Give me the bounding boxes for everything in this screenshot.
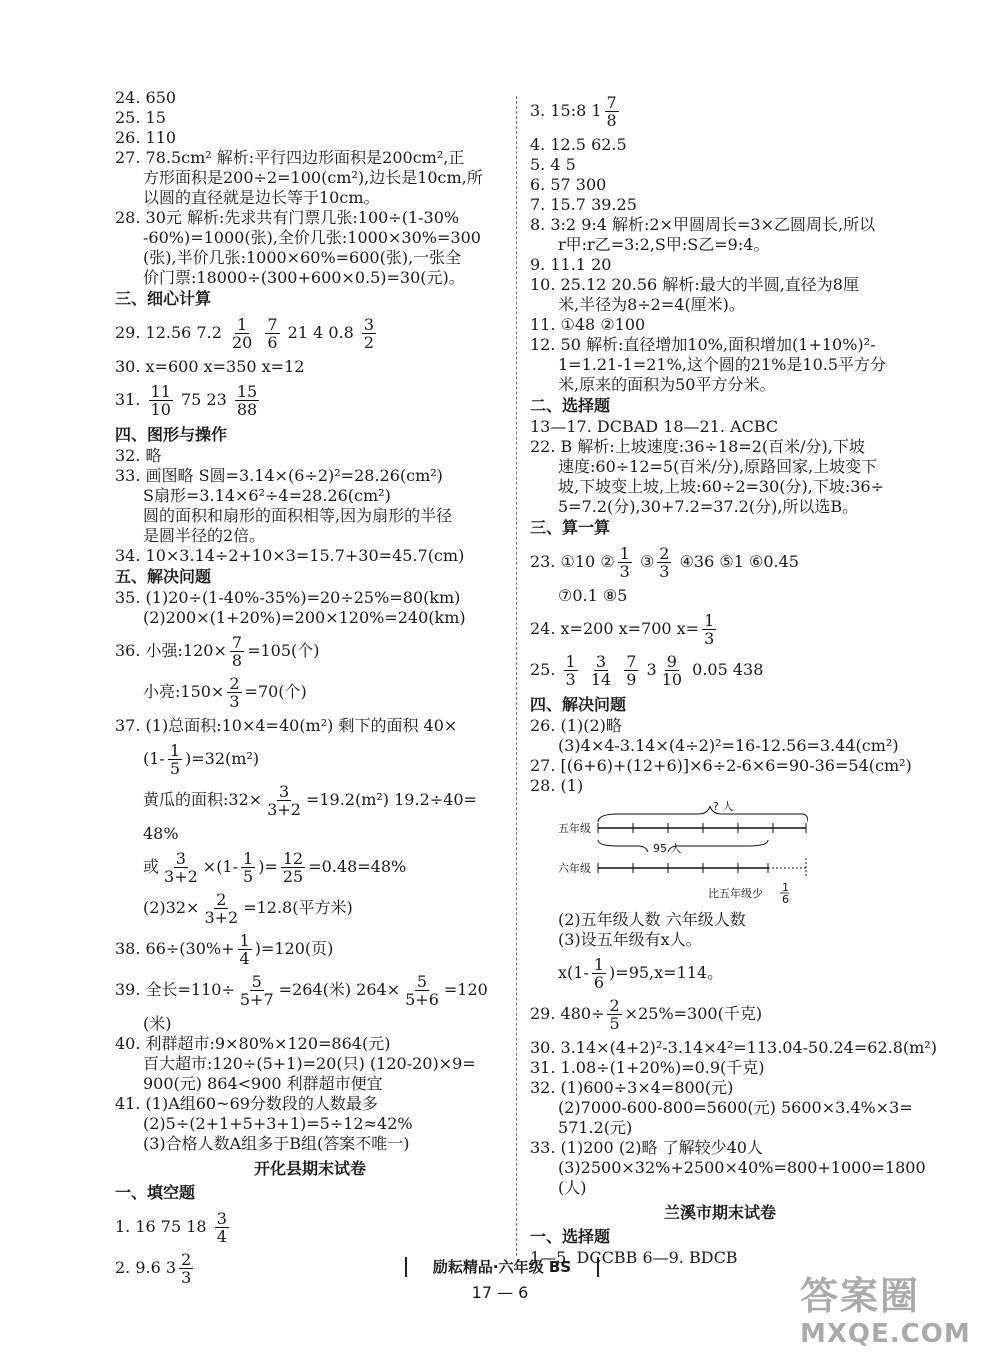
row2-label: 六年级	[558, 862, 591, 875]
answer-line: 31. 1.08÷(1+20%)=0.9(千克)	[530, 1058, 765, 1077]
answer-line: 26. (1)(2)略	[530, 716, 622, 735]
fraction: $\frac{2}{5}$	[609, 996, 620, 1033]
section-heading: 三、算一算	[530, 518, 611, 537]
fraction: $\frac{2}{3+2}$	[204, 890, 239, 927]
answer-line: 2. 9.6 3 $\frac{2}{3}$	[115, 1250, 192, 1287]
answer-line: (2)32× $\frac{2}{3+2}$ =12.8(平方米)	[143, 890, 353, 927]
answer-line: 4. 12.5 62.5	[530, 135, 627, 154]
answer-line: (人)	[558, 1178, 587, 1197]
answer-line: 圆的面积和扇形的面积相等,因为扇形的半径	[143, 506, 453, 525]
fraction: $\frac{3}{14}$	[590, 652, 612, 689]
fraction: $\frac{3}{3+2}$	[164, 849, 198, 886]
answer-line: 9. 11.1 20	[530, 255, 612, 274]
answer-line: 28. 30元 解析:先求共有门票几张:100÷(1-30%	[115, 208, 460, 227]
fraction: $\frac{1}{4}$	[239, 931, 250, 968]
fraction: $\frac{1}{5}$	[169, 741, 181, 778]
column-divider	[516, 96, 517, 1256]
answer-line: 22. B 解析:上坡速度:36÷18=2(百米/分),下坡	[530, 437, 865, 456]
answer-line: 32. (1)600÷3×4=800(元)	[530, 1078, 734, 1097]
section-heading: 三、细心计算	[115, 289, 212, 308]
section-heading: 四、图形与操作	[115, 425, 228, 444]
answer-line: 1. 16 75 18 $\frac{3}{4}$	[115, 1209, 227, 1246]
row1-label: 五年级	[558, 822, 591, 835]
fraction: $\frac{2}{3}$	[181, 1250, 192, 1287]
fraction: $\frac{1}{3}$	[704, 611, 715, 648]
section-heading: 一、选择题	[530, 1227, 611, 1246]
answer-line: 8. 3:2 9:4 解析:2×甲圆周长=3×乙圆周长,所以	[530, 215, 876, 234]
fraction: $\frac{11}{10}$	[150, 382, 171, 419]
fraction: $\frac{15}{88}$	[236, 382, 258, 419]
answer-line: 23. ①10 ② $\frac{1}{3}$ ③ $\frac{2}{3}$ ④36 ⑤1 ⑥0.45	[530, 544, 799, 581]
fraction: $\frac{5}{5+6}$	[405, 972, 439, 1009]
answer-line: 米,半径为8÷2=4(厘米)。	[558, 295, 745, 314]
bottom-frac-num: 1	[782, 881, 789, 894]
fraction: $\frac{2}{3}$	[229, 674, 240, 711]
watermark-line2: MXQE.COM	[800, 1319, 971, 1349]
fraction: $\frac{9}{10}$	[661, 652, 683, 689]
fraction: $\frac{2}{3}$	[659, 544, 670, 581]
answer-line: 36. 小强:120× $\frac{7}{8}$ =105(个)	[115, 633, 320, 670]
fraction: $\frac{1}{3}$	[565, 652, 576, 689]
fraction: $\frac{1}{5}$	[243, 849, 254, 886]
exam-title: 开化县期末试卷	[253, 1159, 366, 1178]
answer-line: (3)设五年级有x人。	[558, 930, 702, 949]
section-heading: 五、解决问题	[115, 567, 212, 586]
answer-line: 40. 利群超市:9×80%×120=864(元)	[115, 1034, 391, 1053]
answer-line: 或 $\frac{3}{3+2}$ ×(1- $\frac{1}{5}$ )= $\frac{12}{25}$ =0.48=48%	[143, 849, 407, 886]
fraction: $\frac{12}{25}$	[282, 849, 304, 886]
answer-line: (2)五年级人数 六年级人数	[558, 910, 746, 929]
answer-line: 12. 50 解析:直径增加10%,面积增加(1+10%)²-	[530, 335, 876, 354]
answer-line: 3. 15:8 1 $\frac{7}{8}$	[530, 93, 617, 130]
answer-line: 5. 4 5	[530, 155, 576, 174]
fraction: $\frac{3}{3+2}$	[267, 782, 301, 819]
fraction: $\frac{5}{5+7}$	[239, 972, 274, 1009]
fraction: $\frac{7}{9}$	[626, 652, 637, 689]
answer-line: 黄瓜的面积:32× $\frac{3}{3+2}$ =19.2(m²) 19.2÷40=	[143, 782, 477, 819]
answer-line: (张),半价几张:1000×60%=600(张),一张全	[143, 248, 462, 267]
answer-line: (米)	[143, 1014, 172, 1033]
answer-line: 10. 25.12 20.56 解析:最大的半圆,直径为8厘	[530, 275, 859, 294]
fraction: $\frac{7}{6}$	[267, 315, 278, 352]
fraction: $\frac{1}{3}$	[619, 544, 630, 581]
answer-line: (3)2500×32%+2500×40%=800+1000=1800	[558, 1158, 926, 1177]
right-column	[530, 88, 937, 1268]
fraction: $\frac{1}{20}$	[231, 315, 253, 352]
line-segment-diagram	[558, 798, 910, 910]
answer-line: 31. $\frac{11}{10}$ 75 23 $\frac{15}{88}$	[115, 382, 258, 419]
answer-line: 25. $\frac{1}{3}$ $\frac{3}{14}$ $\frac{7}{9}$ 3 $\frac{9}{10}$ 0.05 438	[530, 652, 764, 689]
answer-line: x(1- $\frac{1}{6}$ )=95,x=114。	[558, 955, 724, 992]
answer-line: 是圆半径的2倍。	[143, 526, 266, 545]
answer-line: 32. 略	[115, 446, 162, 465]
answer-line: 坡,下坡变上坡,上坡:60÷2=30(分),下坡:36÷	[558, 477, 885, 496]
answer-line: 11. ①48 ②100	[530, 315, 646, 334]
answer-line: 37. (1)总面积:10×4=40(m²) 剩下的面积 40×	[115, 716, 458, 735]
mid-label: 95 人	[653, 842, 682, 855]
mid-brace-left	[598, 840, 648, 852]
exam-title: 兰溪市期末试卷	[663, 1203, 776, 1222]
top-label: ? 人	[713, 800, 734, 813]
top-brace	[598, 806, 808, 822]
answer-line: (2)5÷(2+1+5+3+1)=5÷12≈42%	[143, 1114, 413, 1133]
answer-line: ⑦0.1 ⑧5	[558, 586, 628, 605]
answer-line: 24. 650	[115, 88, 177, 107]
answer-line: 38. 66÷(30%+ $\frac{1}{4}$ )=120(页)	[115, 931, 334, 968]
answer-line: 29. 480÷ $\frac{2}{5}$ ×25%=300(千克)	[530, 996, 763, 1033]
fraction: $\frac{3}{4}$	[216, 1209, 227, 1246]
answer-line: 39. 全长=110÷ $\frac{5}{5+7}$ =264(米) 264× $\frac{5}{5+6}$ =120	[115, 972, 488, 1009]
fraction: $\frac{3}{2}$	[363, 315, 375, 352]
answer-line: (1- $\frac{1}{5}$ )=32(m²)	[143, 741, 260, 778]
answer-line: 28. (1)	[530, 776, 584, 795]
answer-line: -60%)=1000(张),全价几张:1000×30%=300	[143, 228, 481, 247]
answer-line: 5=7.2(分),30+7.2=37.2(分),所以选B。	[558, 497, 859, 516]
answer-line: 33. 画图略 S圆=3.14×(6÷2)²=28.26(cm²)	[115, 466, 443, 485]
section-heading: 一、填空题	[115, 1183, 196, 1202]
answer-line: 以圆的直径就是边长等于10cm。	[143, 188, 380, 207]
fraction: $\frac{1}{6}$	[593, 955, 605, 992]
answer-line: (3)4×4-3.14×(4÷2)²=16-12.56=3.44(cm²)	[558, 736, 899, 755]
answer-line: S扇形=3.14×6²÷4=28.26(cm²)	[143, 486, 391, 505]
answer-line: 1—5. DCCBB 6—9. BDCB	[530, 1248, 738, 1267]
diagram-svg	[558, 798, 808, 906]
answer-line: (2)200×(1+20%)=200×120%=240(km)	[143, 608, 466, 627]
answer-line: 1=1.21-1=21%,这个圆的21%是10.5平方分	[558, 355, 887, 374]
bottom-frac-den: 6	[782, 893, 789, 906]
mid-brace-right	[668, 840, 768, 852]
answer-line: 百大超市:120÷(5+1)=20(只) (120-20)×9=	[143, 1054, 476, 1073]
answer-line: 35. (1)20÷(1-40%-35%)=20÷25%=80(km)	[115, 588, 461, 607]
section-heading: 四、解决问题	[530, 695, 627, 714]
fraction: $\frac{7}{8}$	[231, 633, 243, 670]
answer-line: 6. 57 300	[530, 175, 607, 194]
page-number: 17 — 6	[471, 1283, 529, 1302]
answer-line: 48%	[143, 824, 179, 843]
answer-line: 26. 110	[115, 128, 177, 147]
answer-line: 34. 10×3.14÷2+10×3=15.7+30=45.7(cm)	[115, 546, 465, 565]
answer-line: 13—17. DCBAD 18—21. ACBC	[530, 417, 779, 436]
answer-line: (3)合格人数A组多于B组(答案不唯一)	[143, 1134, 410, 1153]
answer-line: 29. 12.56 7.2 $\frac{1}{20}$ $\frac{7}{6}$ 21 4 0.8 $\frac{3}{2}$	[115, 315, 375, 352]
answer-line: (2)7000-600-800=5600(元) 5600×3.4%×3=	[558, 1098, 913, 1117]
section-heading: 二、选择题	[530, 396, 611, 415]
answer-line: 41. (1)A组60~69分数段的人数最多	[115, 1094, 378, 1113]
answer-line: 33. (1)200 (2)略 了解较少40人	[530, 1138, 763, 1157]
answer-line: 7. 15.7 39.25	[530, 195, 637, 214]
answer-line: 571.2(元)	[558, 1118, 633, 1137]
answer-line: 小亮:150× $\frac{2}{3}$ =70(个)	[143, 674, 307, 711]
answer-line: 米,原来的面积为50平方分米。	[558, 375, 776, 394]
answer-line: 价门票:18000÷(300+600×0.5)=30(元)。	[143, 268, 465, 287]
answer-line: 30. x=600 x=350 x=12	[115, 357, 305, 376]
answer-line: 27. 78.5cm² 解析:平行四边形面积是200cm²,正	[115, 148, 465, 167]
answer-line: 方形面积是200÷2=100(cm²),边长是10cm,所	[143, 168, 483, 187]
footer-brand: 励耘精品·六年级 BS	[405, 1257, 599, 1277]
answer-line: 25. 15	[115, 108, 166, 127]
fraction: $\frac{7}{8}$	[606, 93, 617, 130]
answer-line: 30. 3.14×(4+2)²-3.14×4²=113.04-50.24=62.8(m²)	[530, 1038, 937, 1057]
watermark-line1: 答案圈	[800, 1274, 921, 1318]
answer-line: r甲:r乙=3:2,S甲:S乙=9:4。	[558, 235, 770, 254]
bottom-label: 比五年级少	[708, 887, 763, 900]
answer-line: 24. x=200 x=700 x= $\frac{1}{3}$	[530, 611, 715, 648]
answer-line: 27. [(6+6)+(12+6)]×6÷2-6×6=90-36=54(cm²)	[530, 756, 912, 775]
answer-line: 900(元) 864<900 利群超市便宜	[143, 1074, 383, 1093]
answer-line: 速度:60÷12=5(百米/分),原路回家,上坡变下	[558, 457, 878, 476]
watermark-logo	[800, 1265, 971, 1348]
left-column	[115, 88, 505, 1292]
